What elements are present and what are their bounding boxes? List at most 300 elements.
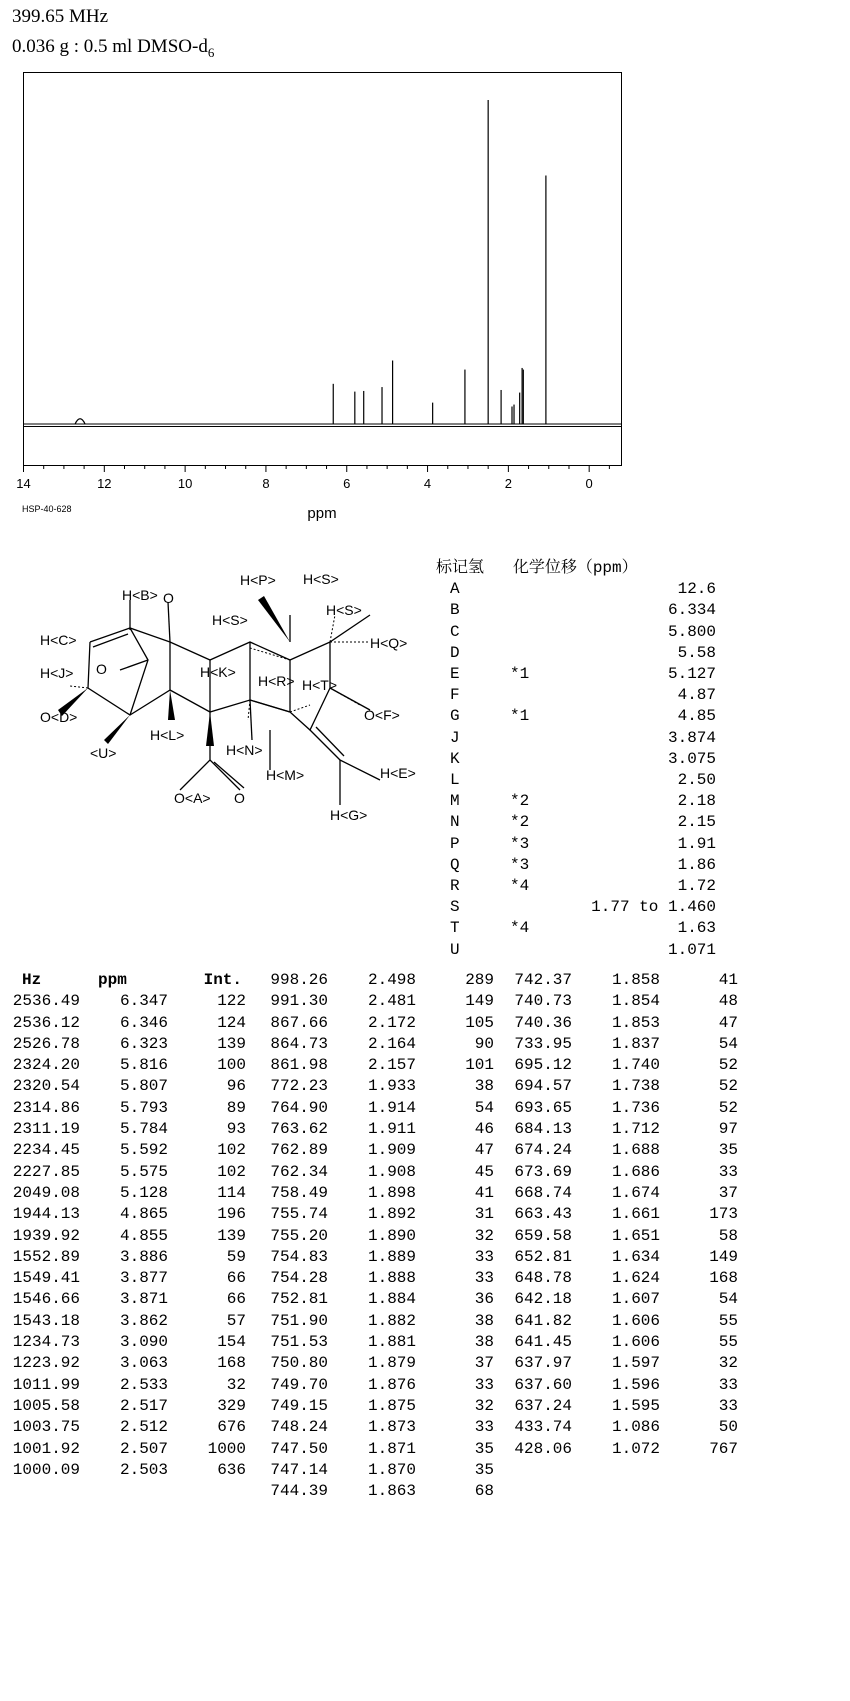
peak-ppm: 1.837	[611, 1034, 660, 1053]
peak-hz: 747.50	[270, 1439, 328, 1458]
peak-row	[248, 1183, 494, 1204]
peak-hz: 428.06	[514, 1439, 572, 1458]
peak-int: 38	[474, 1311, 494, 1330]
peak-int: 59	[226, 1247, 246, 1266]
peak-ppm: 2.481	[367, 992, 416, 1011]
peak-int: 31	[474, 1205, 494, 1224]
peak-hz: 998.26	[270, 971, 328, 989]
peak-ppm: 1.914	[367, 1098, 416, 1117]
assignment-row	[436, 834, 736, 855]
peak-row	[248, 1439, 494, 1460]
peak-int: 89	[226, 1098, 246, 1117]
assignment-note: *1	[510, 707, 530, 726]
peak-hz: 1223.92	[12, 1354, 80, 1373]
molecule-structure	[30, 560, 430, 850]
peak-ppm: 1.933	[367, 1077, 416, 1096]
sample-code: HSP-40-628	[22, 504, 72, 514]
peak-row	[0, 1076, 246, 1097]
peak-row	[492, 1375, 738, 1396]
peak-row	[0, 1034, 246, 1055]
assignment-note: *2	[510, 813, 530, 832]
peak-int: 35	[718, 1141, 738, 1160]
peak-ppm: 2.507	[119, 1439, 168, 1458]
peak-row	[0, 1417, 246, 1438]
assignment-shift: 4.85	[677, 707, 716, 726]
atom-label-o-bridge: O	[163, 590, 174, 606]
assignment-label: J	[450, 728, 460, 747]
peak-ppm: 1.853	[611, 1013, 660, 1032]
peak-int: 102	[217, 1141, 246, 1160]
peak-ppm: 1.884	[367, 1290, 416, 1309]
peak-row	[248, 1460, 494, 1481]
x-tick-label: 0	[585, 476, 593, 491]
assignment-row	[436, 791, 736, 812]
peak-row	[248, 1098, 494, 1119]
peak-int: 41	[718, 971, 738, 989]
assignment-label: M	[450, 792, 460, 811]
peak-ppm: 1.634	[611, 1247, 660, 1266]
peak-ppm: 5.575	[119, 1162, 168, 1181]
peak-ppm: 1.597	[611, 1354, 660, 1373]
peak-int: 35	[474, 1460, 494, 1479]
peak-row	[492, 991, 738, 1012]
peak-int: 45	[474, 1162, 494, 1181]
assignment-label: T	[450, 919, 460, 938]
peak-int: 47	[474, 1141, 494, 1160]
assignment-label: D	[450, 643, 460, 662]
peak-hz: 2536.12	[12, 1013, 80, 1032]
atom-label-h-c: H<C>	[40, 632, 77, 648]
peak-ppm: 3.063	[119, 1354, 168, 1373]
assignment-shift: 1.86	[677, 855, 716, 874]
peak-int: 32	[226, 1375, 246, 1394]
assignment-label: U	[450, 940, 460, 959]
peak-ppm: 1.854	[611, 992, 660, 1011]
peak-row	[248, 1332, 494, 1353]
x-axis-label: ppm	[307, 505, 337, 522]
peak-row	[492, 1119, 738, 1140]
peak-int: 102	[217, 1162, 246, 1181]
peak-int: 55	[718, 1311, 738, 1330]
peak-hz: 2311.19	[12, 1120, 80, 1139]
assignment-note	[510, 940, 566, 961]
peak-int: 37	[474, 1354, 494, 1373]
peak-hz: 695.12	[514, 1056, 572, 1075]
peak-hz: 642.18	[514, 1290, 572, 1309]
atom-label-u: <U>	[90, 745, 117, 761]
peak-row	[492, 1013, 738, 1034]
peak-row	[0, 1247, 246, 1268]
peak-hz: 1944.13	[12, 1205, 80, 1224]
peak-hz: 2320.54	[12, 1077, 80, 1096]
spectrometer-frequency: 399.65 MHz	[12, 6, 109, 27]
peak-int: 38	[474, 1333, 494, 1352]
peak-row	[0, 1162, 246, 1183]
peak-ppm: 1.688	[611, 1141, 660, 1160]
assignment-row	[436, 855, 736, 876]
atom-label-h-s2: H<S>	[303, 571, 339, 587]
peak-int: 32	[474, 1396, 494, 1415]
peak-row	[248, 1140, 494, 1161]
peak-ppm: 2.498	[367, 971, 416, 989]
atom-label-h-n: H<N>	[226, 742, 263, 758]
peak-row	[492, 1396, 738, 1417]
peak-row	[492, 1034, 738, 1055]
peak-ppm: 3.871	[119, 1290, 168, 1309]
assignment-row	[436, 706, 736, 727]
peak-ppm: 5.807	[119, 1077, 168, 1096]
peak-row	[492, 1353, 738, 1374]
peak-hz: 749.70	[270, 1375, 328, 1394]
header-ppm: ppm	[98, 971, 127, 989]
peak-ppm: 5.793	[119, 1098, 168, 1117]
peak-row	[248, 1247, 494, 1268]
peak-int: 114	[217, 1183, 246, 1202]
peak-int: 767	[709, 1439, 738, 1458]
assignment-row	[436, 940, 736, 961]
peak-hz: 637.60	[514, 1375, 572, 1394]
peak-row	[492, 1162, 738, 1183]
peak-row	[248, 1481, 494, 1502]
assignment-shift: 6.334	[667, 601, 716, 620]
peak-ppm: 1.686	[611, 1162, 660, 1181]
peak-hz: 763.62	[270, 1120, 328, 1139]
peak-hz: 652.81	[514, 1247, 572, 1266]
assignment-shift: 5.800	[667, 622, 716, 641]
peak-hz: 663.43	[514, 1205, 572, 1224]
peak-hz: 991.30	[270, 992, 328, 1011]
peak-int: 676	[217, 1418, 246, 1437]
peak-hz: 668.74	[514, 1183, 572, 1202]
assignment-label: B	[450, 601, 460, 620]
peak-ppm: 3.862	[119, 1311, 168, 1330]
peak-ppm: 1.595	[611, 1396, 660, 1415]
peak-row	[248, 1353, 494, 1374]
peak-ppm: 1.863	[367, 1482, 416, 1501]
peak-hz: 744.39	[270, 1482, 328, 1501]
peak-hz: 684.13	[514, 1120, 572, 1139]
peak-row	[248, 1034, 494, 1055]
peak-ppm: 2.533	[119, 1375, 168, 1394]
peak-hz: 742.37	[514, 971, 572, 989]
spectrum-peak	[75, 419, 85, 424]
peak-row	[248, 1013, 494, 1034]
atom-label-o-ketone: O	[96, 661, 107, 677]
assignment-row	[436, 897, 736, 918]
assignment-shift: 2.18	[677, 792, 716, 811]
assignment-label: N	[450, 813, 460, 832]
peak-ppm: 1.889	[367, 1247, 416, 1266]
assignment-label: E	[450, 665, 460, 684]
peak-ppm: 5.784	[119, 1120, 168, 1139]
assignment-header-label: 标记氢	[436, 559, 485, 577]
peak-column-2	[248, 970, 494, 1502]
assignment-row	[436, 664, 736, 685]
atom-label-h-m: H<M>	[266, 767, 305, 783]
peak-int: 52	[718, 1056, 738, 1075]
peak-hz: 1000.09	[12, 1460, 80, 1479]
assignment-label: P	[450, 834, 460, 853]
peak-int: 90	[474, 1034, 494, 1053]
peak-hz: 758.49	[270, 1183, 328, 1202]
peak-ppm: 2.157	[367, 1056, 416, 1075]
peak-int: 139	[217, 1034, 246, 1053]
assignment-row	[436, 728, 736, 749]
peak-row	[492, 1439, 738, 1460]
peak-ppm: 2.503	[119, 1460, 168, 1479]
peak-hz: 762.89	[270, 1141, 328, 1160]
header-int: Int.	[203, 971, 242, 989]
x-tick-label: 2	[504, 476, 512, 491]
assignment-shift: 5.58	[677, 643, 716, 662]
peak-row	[492, 1247, 738, 1268]
peak-ppm: 1.898	[367, 1183, 416, 1202]
assignment-label: S	[450, 898, 460, 917]
peak-hz: 755.74	[270, 1205, 328, 1224]
peak-row	[248, 1268, 494, 1289]
peak-hz: 641.82	[514, 1311, 572, 1330]
assignment-shift: 12.6	[677, 580, 716, 599]
peak-int: 47	[718, 1013, 738, 1032]
assignment-shift: 4.87	[677, 686, 716, 705]
assignment-row	[436, 685, 736, 706]
atom-label-h-g: H<G>	[330, 807, 368, 823]
x-tick-label: 10	[177, 476, 193, 491]
peak-hz: 1543.18	[12, 1311, 80, 1330]
peak-row	[0, 1204, 246, 1225]
assignment-header	[436, 558, 736, 579]
sample-subscript: 6	[207, 44, 215, 60]
peak-int: 636	[217, 1460, 246, 1479]
assignment-note	[510, 622, 566, 643]
peak-ppm: 1.879	[367, 1354, 416, 1373]
peak-hz: 1549.41	[12, 1269, 80, 1288]
peak-column-3	[492, 970, 738, 1460]
header-hz: Hz	[22, 971, 42, 989]
peak-hz: 659.58	[514, 1226, 572, 1245]
molecule-atom-labels	[40, 571, 416, 823]
peak-ppm: 2.172	[367, 1013, 416, 1032]
peak-row	[492, 1098, 738, 1119]
assignment-shift: 3.874	[667, 728, 716, 747]
peak-row	[492, 1204, 738, 1225]
assignment-shift: 1.72	[677, 877, 716, 896]
assignment-row	[436, 622, 736, 643]
assignment-note	[510, 685, 566, 706]
peak-int: 55	[718, 1333, 738, 1352]
peak-hz: 641.45	[514, 1333, 572, 1352]
peak-int: 124	[217, 1013, 246, 1032]
peak-ppm: 1.882	[367, 1311, 416, 1330]
x-tick-label: 4	[423, 476, 432, 491]
peak-hz: 755.20	[270, 1226, 328, 1245]
peak-int: 168	[217, 1354, 246, 1373]
peak-hz: 433.74	[514, 1418, 572, 1437]
assignment-row	[436, 770, 736, 791]
peak-row	[248, 1311, 494, 1332]
peak-ppm: 5.592	[119, 1141, 168, 1160]
peak-ppm: 1.870	[367, 1460, 416, 1479]
peak-hz: 861.98	[270, 1056, 328, 1075]
peak-int: 33	[718, 1396, 738, 1415]
x-axis	[16, 466, 609, 491]
spectrum-trace	[24, 100, 622, 424]
assignment-shift: 1.63	[677, 919, 716, 938]
peak-ppm: 1.607	[611, 1290, 660, 1309]
peak-ppm: 1.890	[367, 1226, 416, 1245]
assignment-note: *3	[510, 855, 530, 874]
peak-int: 122	[217, 992, 246, 1011]
peak-int: 100	[217, 1056, 246, 1075]
assignment-label: Q	[450, 855, 460, 874]
peak-hz: 2526.78	[12, 1034, 80, 1053]
peak-hz: 2314.86	[12, 1098, 80, 1117]
peak-ppm: 1.871	[367, 1439, 416, 1458]
peak-row	[248, 991, 494, 1012]
peak-row	[248, 1119, 494, 1140]
peak-ppm: 1.712	[611, 1120, 660, 1139]
atom-label-h-r: H<R>	[258, 673, 295, 689]
peak-row	[492, 1268, 738, 1289]
assignment-note	[510, 600, 566, 621]
peak-hz: 754.83	[270, 1247, 328, 1266]
peak-row	[0, 1226, 246, 1247]
peak-ppm: 4.855	[119, 1226, 168, 1245]
peak-int: 54	[474, 1098, 494, 1117]
peak-int: 196	[217, 1205, 246, 1224]
peak-ppm: 6.346	[119, 1013, 168, 1032]
peak-row	[0, 1013, 246, 1034]
assignment-note	[510, 579, 566, 600]
peak-hz: 752.81	[270, 1290, 328, 1309]
peak-int: 50	[718, 1418, 738, 1437]
peak-ppm: 1.888	[367, 1269, 416, 1288]
peak-ppm: 6.323	[119, 1034, 168, 1053]
assignment-note: *3	[510, 834, 530, 853]
peak-ppm: 1.873	[367, 1418, 416, 1437]
assignment-row	[436, 643, 736, 664]
peak-int: 93	[226, 1120, 246, 1139]
atom-label-h-e: H<E>	[380, 765, 416, 781]
peak-row	[0, 1353, 246, 1374]
peak-int: 58	[718, 1226, 738, 1245]
peak-hz: 749.15	[270, 1396, 328, 1415]
peak-hz: 740.36	[514, 1013, 572, 1032]
peak-hz: 694.57	[514, 1077, 572, 1096]
peak-row	[492, 1417, 738, 1438]
peak-int: 96	[226, 1077, 246, 1096]
assignment-note	[510, 770, 566, 791]
peak-hz: 764.90	[270, 1098, 328, 1117]
assignment-label: A	[450, 580, 460, 599]
peak-row	[248, 1162, 494, 1183]
peak-int: 33	[474, 1418, 494, 1437]
sample-description	[12, 36, 214, 61]
atom-label-h-l: H<L>	[150, 727, 185, 743]
assignment-note	[510, 728, 566, 749]
peak-hz: 1003.75	[12, 1418, 80, 1437]
assignment-row	[436, 918, 736, 939]
molecule-bonds	[88, 600, 380, 805]
peak-ppm: 1.875	[367, 1396, 416, 1415]
peak-hz: 772.23	[270, 1077, 328, 1096]
peak-hz: 762.34	[270, 1162, 328, 1181]
assignment-shift: 2.15	[677, 813, 716, 832]
peak-ppm: 1.736	[611, 1098, 660, 1117]
peak-row	[0, 1098, 246, 1119]
assignment-note	[510, 643, 566, 664]
peak-int: 289	[465, 971, 494, 989]
peak-int: 54	[718, 1034, 738, 1053]
peak-hz: 750.80	[270, 1354, 328, 1373]
atom-label-h-k: H<K>	[200, 664, 236, 680]
peak-row	[0, 1311, 246, 1332]
peak-row	[492, 1332, 738, 1353]
peak-row	[492, 1311, 738, 1332]
peak-row	[0, 1332, 246, 1353]
peak-int: 173	[709, 1205, 738, 1224]
peak-ppm: 1.740	[611, 1056, 660, 1075]
atom-label-h-s1: H<S>	[212, 612, 248, 628]
peak-ppm: 1.738	[611, 1077, 660, 1096]
peak-ppm: 2.512	[119, 1418, 168, 1437]
peak-ppm: 3.877	[119, 1269, 168, 1288]
peak-ppm: 1.596	[611, 1375, 660, 1394]
x-tick-label: 14	[16, 476, 31, 491]
peak-row	[0, 991, 246, 1012]
peak-hz: 751.90	[270, 1311, 328, 1330]
peak-row	[492, 1140, 738, 1161]
peak-hz: 693.65	[514, 1098, 572, 1117]
peak-int: 37	[718, 1183, 738, 1202]
peak-int: 38	[474, 1077, 494, 1096]
peak-row	[0, 1375, 246, 1396]
peak-row	[248, 1076, 494, 1097]
peak-row	[0, 1119, 246, 1140]
peak-ppm: 1.881	[367, 1333, 416, 1352]
atom-label-h-s3: H<S>	[326, 602, 362, 618]
assignment-label: C	[450, 622, 460, 641]
peak-hz: 2234.45	[12, 1141, 80, 1160]
peak-hz: 648.78	[514, 1269, 572, 1288]
assignment-label: G	[450, 707, 460, 726]
peak-row	[0, 1268, 246, 1289]
peak-ppm: 1.911	[367, 1120, 416, 1139]
peak-ppm: 1.624	[611, 1269, 660, 1288]
peak-list-header	[0, 970, 246, 991]
peak-ppm: 2.164	[367, 1034, 416, 1053]
peak-int: 46	[474, 1120, 494, 1139]
molecule-wedges	[58, 596, 290, 746]
peak-ppm: 1.651	[611, 1226, 660, 1245]
peak-row	[248, 1396, 494, 1417]
peak-hz: 1546.66	[12, 1290, 80, 1309]
peak-ppm: 1.086	[611, 1418, 660, 1437]
assignment-label: L	[450, 771, 460, 790]
peak-ppm: 5.128	[119, 1183, 168, 1202]
peak-int: 33	[474, 1375, 494, 1394]
spectrum-frame	[24, 73, 622, 466]
peak-ppm: 3.090	[119, 1333, 168, 1352]
atom-label-o-f: O<F>	[364, 707, 400, 723]
peak-ppm: 1.072	[611, 1439, 660, 1458]
x-tick-label: 6	[343, 476, 351, 491]
peak-row	[248, 1375, 494, 1396]
peak-int: 33	[474, 1269, 494, 1288]
atom-label-h-b: H<B>	[122, 587, 158, 603]
peak-hz: 1001.92	[12, 1439, 80, 1458]
peak-row	[248, 1055, 494, 1076]
